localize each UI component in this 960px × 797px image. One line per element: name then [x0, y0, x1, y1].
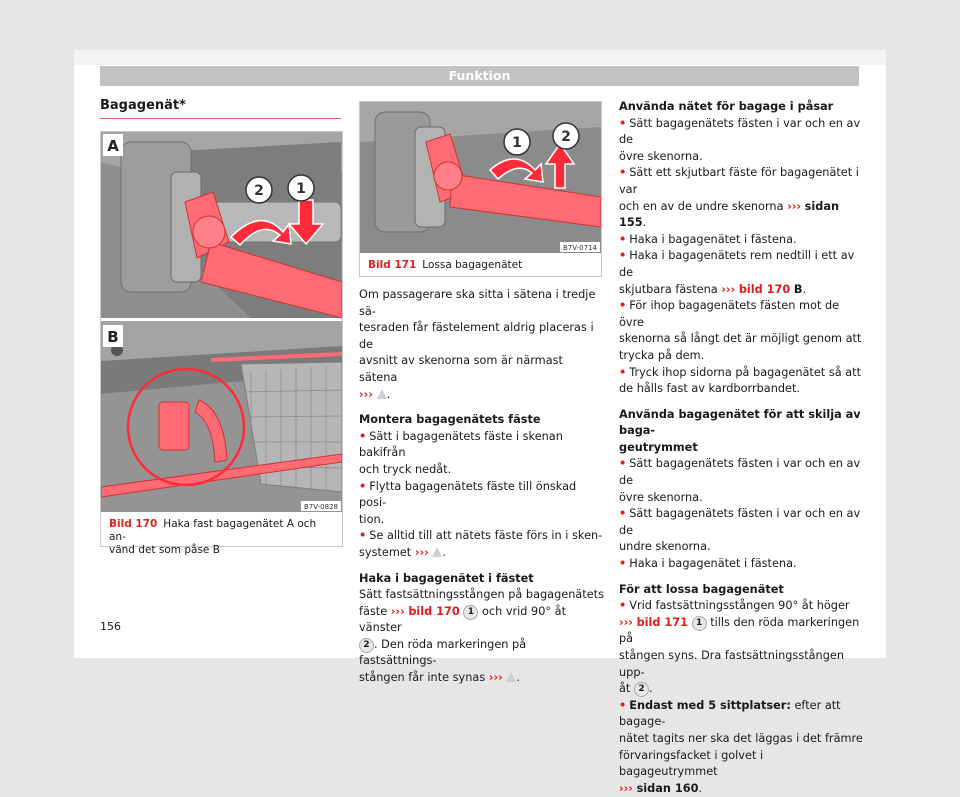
p4-line-1: Haka i bagagenätets rem nedtill i ett av de	[619, 249, 855, 279]
s1-line-1: Sätt bagagenätets fästen i var och en av de	[619, 457, 861, 488]
bullet-icon: •	[619, 365, 627, 379]
section-title: Bagagenät*	[100, 98, 186, 113]
pase-step-2: • Sätt ett skjutbart fäste för bagagenätet i var och en av de undre skenorna ››› sidan 155.	[619, 166, 859, 230]
bullet-icon: •	[619, 599, 627, 613]
haka-paragraph	[359, 587, 604, 687]
p3-text: Haka i bagagenätet i fästena.	[629, 232, 797, 246]
p6-line-2: de hålls fast av kardborrbandet.	[619, 382, 801, 396]
ref-arrows: ›››	[390, 604, 405, 618]
figure-171-illustration	[360, 102, 601, 253]
section-rule	[100, 118, 341, 119]
m1-line-2: och tryck nedåt.	[359, 462, 452, 476]
fig171-caption: Lossa bagagenätet	[422, 259, 523, 271]
pase-step-6	[619, 365, 864, 398]
bullet-icon: •	[619, 457, 627, 471]
p5-line-3: trycka på dem.	[619, 348, 705, 362]
bullet-icon: •	[619, 299, 627, 313]
p1-line-2: övre skenorna.	[619, 149, 703, 163]
fig170-panel-a: A	[107, 137, 119, 155]
bullet-icon: •	[619, 116, 627, 130]
fig170-callout-2: 2	[254, 183, 264, 199]
link-bild-171[interactable]: bild 171	[636, 615, 688, 629]
column-3-text	[619, 99, 864, 797]
heading-lossa: För att lossa bagagenätet	[619, 582, 784, 596]
heading-skilja	[619, 407, 864, 457]
s1-line-2: övre skenorna.	[619, 490, 703, 504]
s3-text: Haka i bagagenätet i fästena.	[629, 557, 797, 571]
fig170-panel-b: B	[107, 328, 119, 346]
pase-step-5	[619, 298, 864, 364]
callout-2-badge: 2	[634, 682, 649, 697]
ref-arrows: ›››	[787, 199, 802, 213]
m2-line-2: tion.	[359, 512, 385, 526]
fig170-code: B7V-0828	[304, 503, 338, 511]
montera-step-1	[359, 429, 604, 479]
pase-step-1	[619, 116, 864, 166]
h-skilja-line-2: geutrymmet	[619, 440, 698, 454]
montera-step-2	[359, 479, 604, 529]
l1-line-2b: tills den röda markeringen på	[619, 615, 860, 646]
l1-line-4a: åt	[619, 682, 631, 696]
lossa-step-2: • Endast med 5 sittplatser: efter att bagage- nätet tagits ner ska det läggas i det främre förvaringsfacket i golvet i bagageutrymmet ››› sidan 160.	[619, 698, 863, 795]
ref-arrows: ›››	[619, 615, 633, 629]
bullet-icon: •	[619, 507, 627, 521]
warning-icon	[432, 547, 442, 557]
fig170-label: Bild 170	[109, 518, 158, 530]
page-number: 156	[100, 620, 121, 633]
l1-line-3: stången syns. Dra fastsättningsstången upp-	[619, 649, 844, 679]
callout-2-badge: 2	[359, 638, 374, 653]
p2-line-1: Sätt ett skjutbart fäste för bagagenätet i var	[619, 166, 859, 196]
fig170-callout-1: 1	[296, 181, 306, 197]
ref-arrows: ›››	[721, 282, 736, 296]
bullet-icon: •	[619, 698, 627, 712]
intro-paragraph	[359, 287, 604, 403]
bullet-icon: •	[619, 557, 627, 571]
warning-icon	[506, 672, 516, 682]
column-2-text	[359, 287, 604, 687]
warning-ref-arrows[interactable]: ›››	[414, 545, 429, 559]
callout-1-badge: 1	[463, 605, 478, 620]
p5-line-1: För ihop bagagenätets fästen mot de övre	[619, 299, 840, 329]
bullet-icon: •	[359, 429, 367, 443]
m3-line-1: Se alltid till att nätets fäste förs in i sken-	[369, 529, 603, 543]
intro-line-1: Om passagerare ska sitta i sätena i tredje sä-	[359, 288, 596, 318]
heading-montera: Montera bagagenätets fäste	[359, 413, 541, 427]
l2-line-2: nätet tagits ner ska det läggas i det främre	[619, 731, 863, 745]
bullet-icon: •	[619, 166, 627, 180]
warning-ref-arrows[interactable]: ›››	[488, 671, 503, 685]
bullet-icon: •	[359, 479, 367, 493]
fig171-code: B7V-0714	[563, 244, 597, 252]
intro-line-2: tesraden får fästelement aldrig placeras i de	[359, 321, 594, 351]
bullet-icon: •	[359, 529, 367, 543]
l2-line-3: förvaringsfacket i golvet i bagageutrymmet	[619, 748, 764, 779]
callout-1-badge: 1	[692, 616, 707, 631]
period: .	[386, 387, 391, 401]
montera-step-3	[359, 528, 604, 561]
m1-line-1: Sätt i bagagenätets fäste i skenan bakifrån	[359, 429, 563, 460]
chapter-header: Funktion	[100, 66, 859, 86]
fig171-callout-2: 2	[561, 129, 571, 145]
fig170-caption-line1: Haka fast bagagenätet A och an-	[109, 518, 317, 543]
ref-arrows: ›››	[619, 781, 633, 795]
fig171-label: Bild 171	[368, 259, 417, 271]
skilja-step-1	[619, 456, 864, 506]
p1-line-1: Sätt bagagenätets fästen i var och en av de	[619, 116, 861, 147]
m2-line-1: Flytta bagagenätets fäste till önskad posi-	[359, 479, 577, 510]
figure-170-caption	[101, 512, 342, 557]
figure-171-caption	[360, 253, 601, 272]
pase-step-3	[619, 232, 864, 249]
hk-line-2b: och vrid 90° åt vänster	[359, 604, 567, 635]
warning-icon	[377, 389, 387, 399]
bullet-icon: •	[619, 232, 627, 246]
p2-line-2: och en av de undre skenorna	[619, 199, 784, 213]
skilja-step-3	[619, 556, 864, 573]
l1-line-1: Vrid fastsättningsstången 90° åt höger	[629, 599, 850, 613]
figure-170-illustration	[101, 132, 342, 512]
lossa-step-1: • Vrid fastsättningsstången 90° åt höger ››› bild 171 1 tills den röda markeringen på stången syns. Dra fastsättningsstången upp- åt 2 .	[619, 599, 860, 696]
bullet-icon: •	[619, 249, 627, 263]
skilja-step-2	[619, 506, 864, 556]
l2-bold: Endast med 5 sittplatser:	[629, 698, 791, 712]
hk-line-1: Sätt fastsättningsstången på bagagenätets	[359, 588, 604, 602]
fig171-callout-1: 1	[512, 135, 522, 151]
figure-170	[100, 131, 343, 556]
hk-line-4: stången får inte synas	[359, 671, 486, 685]
link-bild-170[interactable]: bild 170	[408, 604, 460, 618]
pase-step-4: • Haka i bagagenätets rem nedtill i ett av de skjutbara fästena ››› bild 170 B.	[619, 249, 855, 296]
link-sidan-160[interactable]: sidan 160	[636, 781, 699, 795]
m3-line-2: systemet	[359, 545, 412, 559]
period: .	[442, 545, 446, 559]
h-skilja-line-1: Använda bagagenätet för att skilja av baga-	[619, 407, 861, 438]
panel-ref-b: B	[793, 282, 803, 296]
figure-171	[359, 101, 602, 277]
heading-haka: Haka i bagagenätet i fästet	[359, 571, 534, 585]
heading-pase: Använda nätet för bagage i påsar	[619, 100, 834, 113]
p5-line-2: skenorna så långt det är möjligt genom att	[619, 332, 862, 346]
hk-line-2a: fäste	[359, 604, 388, 618]
s2-line-2: undre skenorna.	[619, 540, 711, 554]
fig170-caption-line2: vänd det som påse B	[109, 544, 220, 556]
warning-ref-arrows[interactable]: ›››	[359, 387, 373, 401]
period: .	[516, 671, 520, 685]
p6-line-1: Tryck ihop sidorna på bagagenätet så att	[629, 365, 862, 379]
l2-line-1: efter att bagage-	[619, 698, 841, 729]
s2-line-1: Sätt bagagenätets fästen i var och en av de	[619, 507, 861, 537]
hk-line-3: . Den röda markeringen på fastsättnings-	[359, 637, 527, 668]
p4-line-2: skjutbara fästena	[619, 282, 718, 296]
link-sidan-155[interactable]: sidan 155	[619, 199, 840, 230]
intro-line-3: avsnitt av skenorna som är närmast sätena	[359, 354, 563, 384]
link-bild-170[interactable]: bild 170	[738, 282, 791, 296]
